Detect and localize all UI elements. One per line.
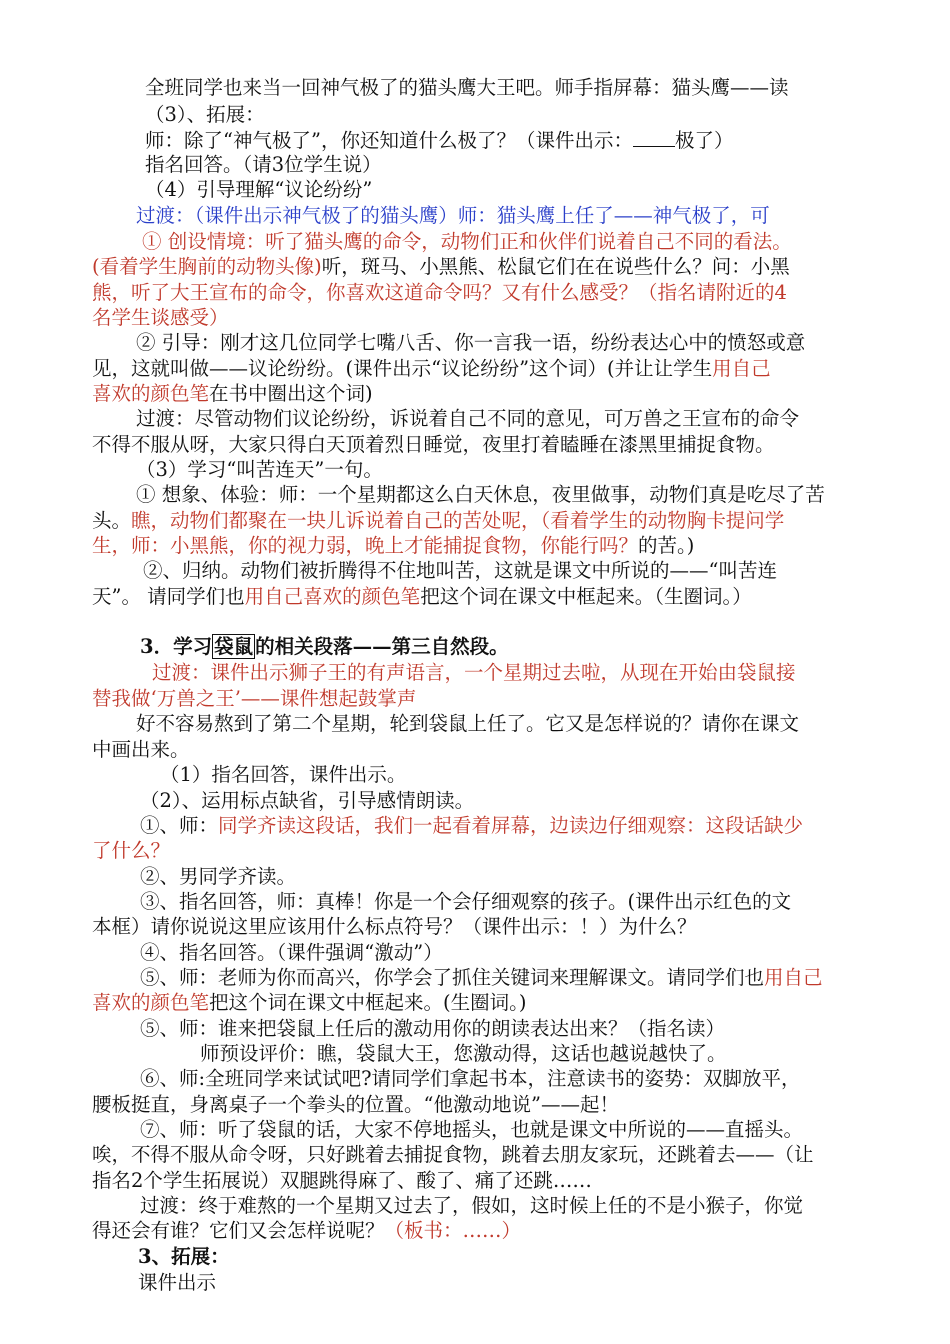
text-run-red: 喜欢的颜色笔 — [92, 382, 210, 405]
list-item: ③、指名回答，师：真棒！你是一个会仔细观察的孩子。(课件出示红色的文 — [140, 890, 792, 913]
text-run: 的苦。) — [638, 534, 695, 557]
paragraph-line — [92, 508, 784, 534]
transition-line-red: 过渡：课件出示狮子王的有声语言，一个星期过去啦，从现在开始由袋鼠接 — [152, 661, 796, 684]
paragraph-line: 唉，不得不服从命令呀，只好跳着去捕捉食物，跳着去朋友家玩，还跳着去——（让 — [92, 1143, 814, 1166]
text-run: 见，这就叫做——议论纷纷。(课件出示“议论纷纷”这个词）(并让让学生 — [92, 357, 713, 380]
fill-blank — [633, 128, 675, 147]
list-item: ②、男同学齐读。 — [140, 865, 297, 888]
paragraph-line — [140, 813, 803, 839]
paragraph-line: ②、归纳。动物们被折腾得不住地叫苦，这就是课文中所说的——“叫苦连 — [143, 559, 777, 582]
paragraph-line: 指名2个学生拓展说）双腿跳得麻了、酸了、痛了还跳…… — [92, 1169, 592, 1192]
text-run: ⑤、师：老师为你而高兴，你学会了抓住关键词来理解课文。请同学们也 — [140, 966, 765, 989]
paragraph-line — [92, 990, 526, 1016]
transition-line: 过渡：终于难熬的一个星期又过去了，假如，这时候上任的不是小猴子，你觉 — [140, 1194, 804, 1217]
paragraph-line — [92, 1218, 521, 1244]
transition-line: 过渡：（课件出示神气极了的猫头鹰）师：猫头鹰上任了——神气极了，可 — [136, 204, 770, 227]
paragraph-line-red: 熊，听了大王宣布的命令，你喜欢这道命令吗？又有什么感受？（指名请附近的4 — [92, 281, 787, 304]
list-item — [140, 965, 823, 991]
list-item: ⑦、师：听了袋鼠的话，大家不停地摇头，也就是课文中所说的——直摇头。 — [140, 1118, 804, 1141]
section-title: 3、拓展： — [138, 1245, 230, 1268]
list-item: ⑤、师：谁来把袋鼠上任后的激动用你的朗读表达出来？（指名读） — [140, 1017, 726, 1040]
text-run-red: 用自己喜欢的颜色笔 — [244, 585, 421, 608]
text-run: 师：除了“神气极了”，你还知道什么极了？（课件出示： — [145, 129, 633, 152]
paragraph-line: 不得不服从呀，大家只得白天顶着烈日睡觉，夜里打着瞌睡在漆黑里捕捉食物。 — [92, 433, 775, 456]
paragraph-line: 中画出来。 — [92, 738, 190, 761]
text-run-red: 瞧，动物们都聚在一块儿诉说着自己的苦处呢，（看着学生的动物胸卡提问学 — [131, 509, 785, 532]
text-run: 3．学习 — [140, 635, 213, 658]
text-run: ①、师： — [140, 814, 219, 837]
text-run: 在书中圈出这个词) — [209, 382, 373, 405]
section-heading: （3）、拓展： — [145, 103, 265, 126]
text-run: 听，斑马、小黑熊、松鼠它们在在说些什么？问：小黑 — [321, 255, 790, 278]
list-item: ⑥、师:全班同学来试试吧?请同学们拿起书本，注意读书的姿势：双脚放平， — [140, 1067, 801, 1090]
list-item: （2）、运用标点缺省，引导感情朗读。 — [140, 789, 475, 812]
text-run: 把这个词在课文中框起来。(生圈词。) — [209, 991, 527, 1014]
text-run: 得还会有谁？它们又会怎样说呢？ — [92, 1219, 385, 1242]
text-run-red: 同学齐读这段话，我们一起看着屏幕，边读边仔细观察：这段话缺少 — [218, 814, 804, 837]
paragraph-line: 本框）请你说说这里应该用什么标点符号？（课件出示：！）为什么？ — [92, 915, 697, 938]
text-run-red: 喜欢的颜色笔 — [92, 991, 210, 1014]
paragraph-line: ② 引导：刚才这几位同学七嘴八舌、你一言我一语，纷纷表达心中的愤怒或意 — [136, 331, 806, 354]
text-run-red: (看着学生胸前的动物头像) — [92, 255, 322, 278]
section-heading: （4）引导理解“议论纷纷” — [145, 178, 373, 201]
paragraph-line: 腰板挺直，身离桌子一个拳头的位置。“他激动地说”——起！ — [92, 1093, 619, 1116]
paragraph-line: 课件出示 — [138, 1271, 217, 1294]
paragraph-line-red: 了什么？ — [92, 839, 171, 862]
text-run-red: （板书：……） — [384, 1219, 522, 1242]
paragraph-line-red: 名学生谈感受） — [92, 306, 229, 329]
paragraph-line: ① 想象、体验：师：一个星期都这么白天休息，夜里做事，动物们真是吃尽了苦 — [136, 483, 825, 506]
transition-line: 过渡：尽管动物们议论纷纷，诉说着自己不同的意见，可万兽之王宣布的命令 — [136, 407, 800, 430]
paragraph-line — [92, 356, 771, 382]
text-run: 头。 — [92, 509, 132, 532]
paragraph-line-red: ① 创设情境：听了猫头鹰的命令，动物们正和伙伴们说着自己不同的看法。 — [142, 230, 792, 253]
paragraph-line — [92, 584, 752, 610]
text-run: 的相关段落——第三自然段。 — [255, 635, 509, 658]
paragraph-line — [145, 128, 733, 154]
text-run: 极了） — [674, 129, 734, 152]
paragraph-line: 好不容易熬到了第二个星期，轮到袋鼠上任了。它又是怎样说的？请你在课文 — [136, 712, 800, 735]
text-run: 天”。 请同学们也 — [92, 585, 245, 608]
paragraph-line — [92, 381, 373, 407]
list-item: ④、指名回答。（课件强调“激动”） — [140, 941, 443, 964]
paragraph-line-red: 替我做‘万兽之王’——课件想起鼓掌声 — [92, 687, 417, 710]
text-run-red: 用自己 — [712, 357, 771, 380]
boxed-word: 袋鼠 — [214, 635, 254, 658]
list-item: （1）指名回答，课件出示。 — [160, 763, 407, 786]
text-run-red: 用自己 — [764, 966, 823, 989]
paragraph-line: 师预设评价：瞧，袋鼠大王，您激动得，这话也越说越快了。 — [200, 1042, 727, 1065]
paragraph-line — [92, 533, 694, 559]
paragraph-line — [92, 254, 790, 280]
paragraph-line: 指名回答。（请3位学生说） — [145, 153, 382, 176]
section-heading: （3）学习“叫苦连天”一句。 — [136, 458, 383, 481]
text-run: 把这个词在课文中框起来。（生圈词。） — [420, 585, 752, 608]
section-title — [140, 634, 509, 660]
paragraph-line: 全班同学也来当一回神气极了的猫头鹰大王吧。师手指屏幕：猫头鹰——读 — [145, 76, 789, 99]
text-run-red: 生，师：小黑熊，你的视力弱，晚上才能捕捉食物，你能行吗？ — [92, 534, 639, 557]
